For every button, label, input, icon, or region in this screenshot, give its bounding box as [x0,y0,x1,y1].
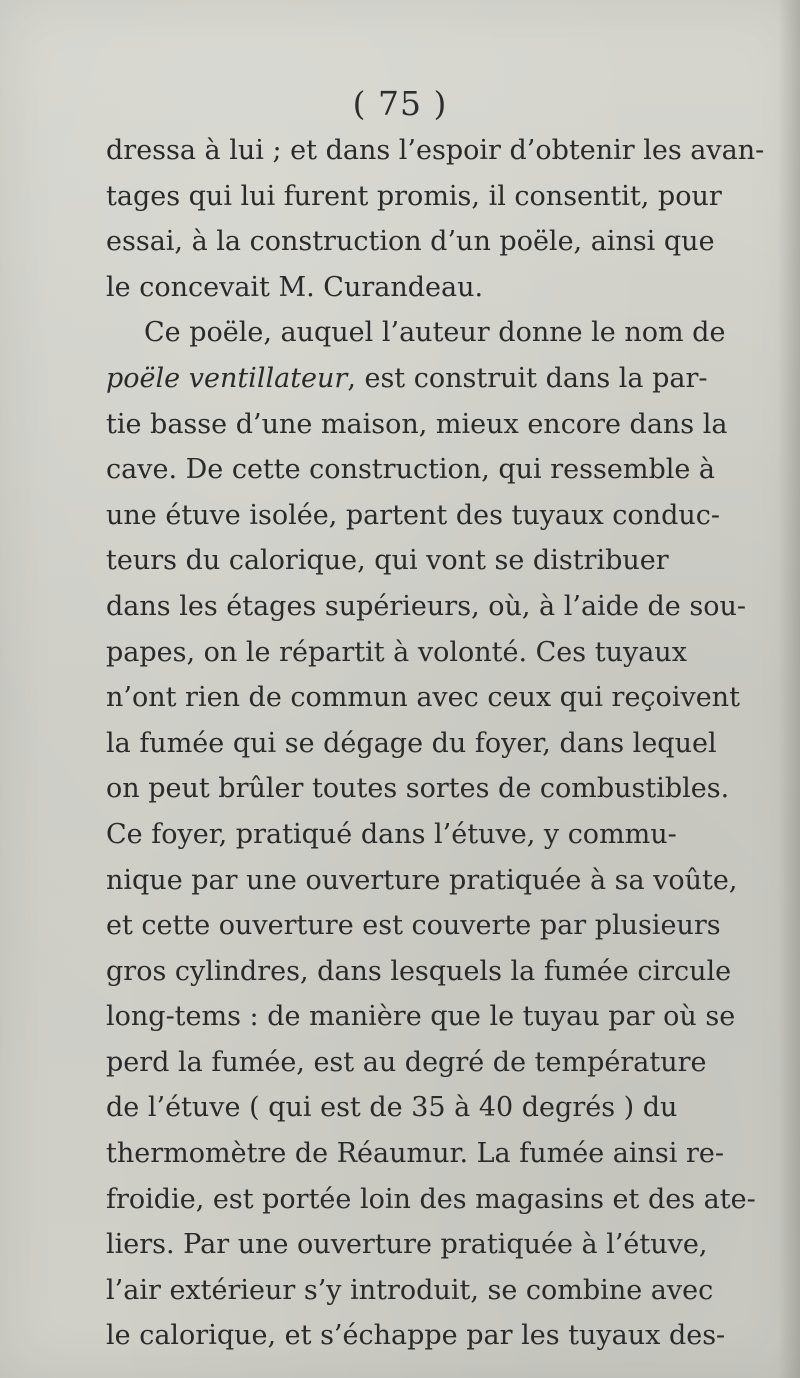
text-line-with-italic [106,356,708,402]
text-line: tages qui lui furent promis, il consentit, pour [106,180,722,212]
text-line: long-tems : de manière que le tuyau par où se [106,1001,736,1033]
text-line: la fumée qui se dégage du foyer, dans lequel [106,727,717,759]
text-line: n’ont rien de commun avec ceux qui reçoivent [106,682,740,714]
text-line: dans les étages supérieurs, où, à l’aide de sou- [106,590,746,622]
text-line: et cette ouverture est couverte par plusieurs [106,910,721,942]
text-line: tie basse d’une maison, mieux encore dans la [106,408,728,440]
text-line: liers. Par une ouverture pratiquée à l’étuve, [106,1229,708,1261]
text-line: l’air extérieur s’y introduit, se combine avec [106,1274,714,1306]
text-line: on peut brûler toutes sortes de combustibles. [106,773,730,805]
text-line: Ce poële, auquel l’auteur donne le nom de [144,317,726,349]
page-edge-shadow [778,0,800,1378]
text-line: gros cylindres, dans lesquels la fumée circule [106,955,732,987]
text-line: une étuve isolée, partent des tuyaux conduc- [106,499,720,531]
text-line: teurs du calorique, qui vont se distribuer [106,545,669,577]
text-line: le calorique, et s’échappe par les tuyaux des- [106,1320,726,1352]
italic-term: poële ventillateur [106,362,348,394]
text-line: thermomètre de Réaumur. La fumée ainsi re- [106,1138,724,1170]
text-line: le concevait M. Curandeau. [106,271,484,303]
text-line: froidie, est portée loin des magasins et des ate- [106,1183,756,1215]
page-number: ( 75 ) [352,84,448,123]
text-line: dressa à lui ; et dans l’espoir d’obtenir les avan- [106,135,765,166]
text-line: nique par une ouverture pratiquée à sa voûte, [106,864,738,896]
line-rest: , est construit dans la par- [347,362,708,394]
text-line: cave. De cette construction, qui ressemble à [106,454,716,486]
body-text [106,128,765,1359]
text-line: perd la fumée, est au degré de température [106,1046,707,1078]
text-line: essai, à la construction d’un poële, ainsi que [106,226,715,258]
text-line: papes, on le répartit à volonté. Ces tuyaux [106,636,687,668]
text-line: de l’étuve ( qui est de 35 à 40 degrés ) du [106,1092,678,1124]
text-line: Ce foyer, pratiqué dans l’étuve, y commu- [106,818,677,850]
